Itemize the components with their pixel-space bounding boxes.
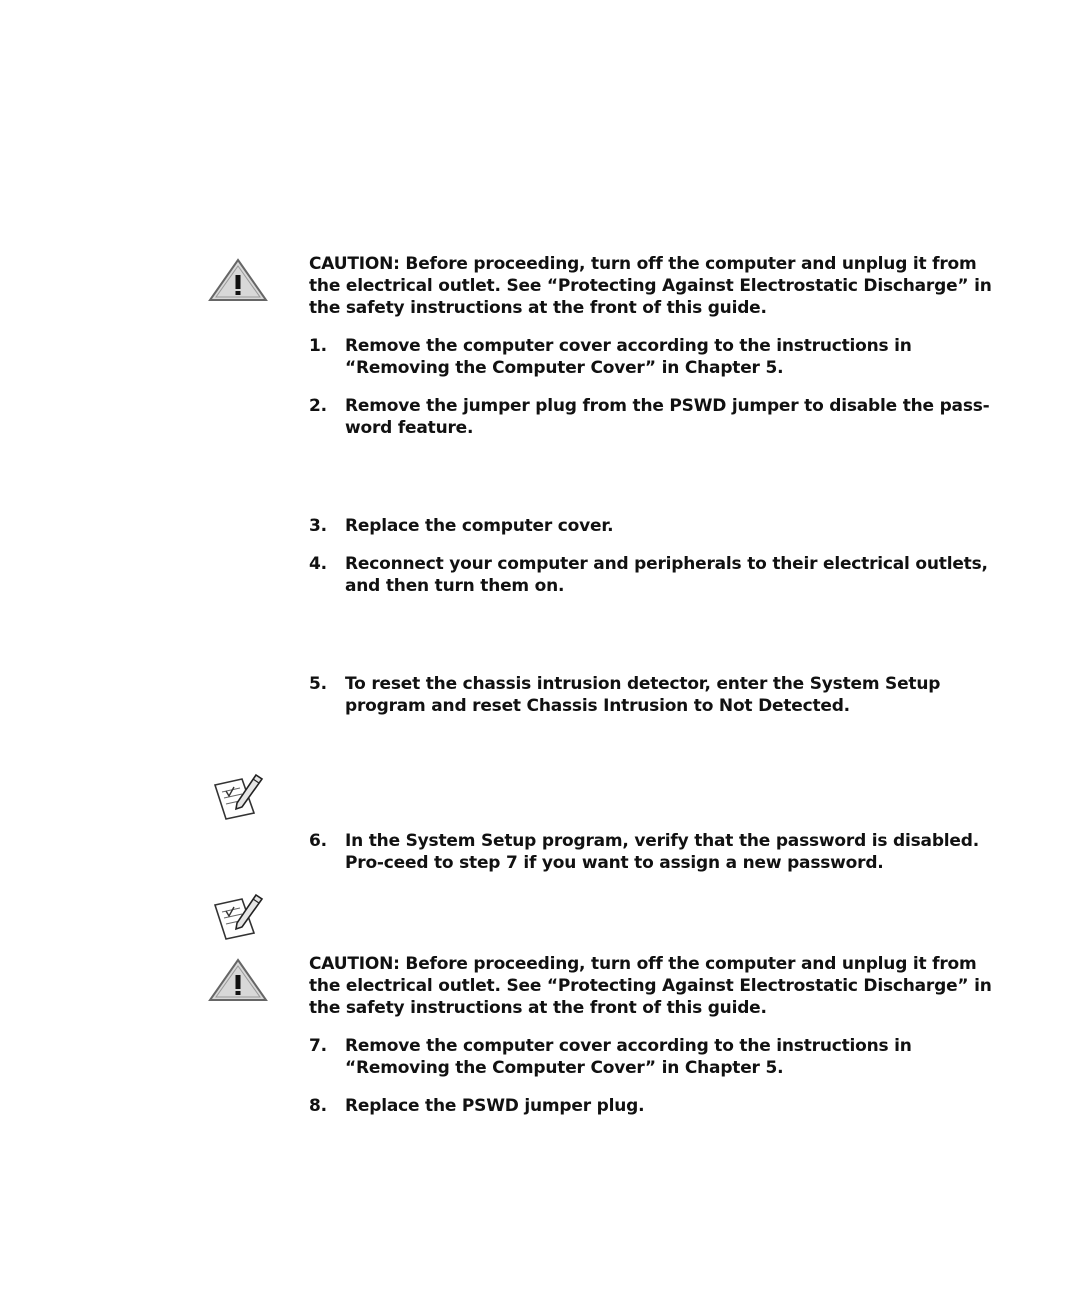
step-6 xyxy=(309,830,999,874)
step-3 xyxy=(309,515,999,537)
step-text: Remove the computer cover according to the instructions in “Removing the Computer Cover” in Chapter 5. xyxy=(345,336,912,378)
step-number: 6. xyxy=(309,831,327,851)
note-pencil-icon xyxy=(212,893,266,941)
caution-triangle-icon xyxy=(207,257,269,303)
step-2 xyxy=(309,395,999,439)
step-number: 5. xyxy=(309,674,327,694)
note-pencil-icon xyxy=(212,773,266,821)
caution-text-1: CAUTION: Before proceeding, turn off the computer and unplug it from the electrical outlet. See “Protecting Against Electrostatic Discharge” in the safety instructions at the front of this guide. xyxy=(309,254,992,318)
step-4 xyxy=(309,553,999,597)
step-text: Replace the computer cover. xyxy=(345,516,614,536)
step-5 xyxy=(309,673,999,717)
step-text: In the System Setup program, verify that the password is disabled. Pro-ceed to step 7 if you want to assign a new password. xyxy=(345,831,979,873)
step-text: Remove the computer cover according to the instructions in “Removing the Computer Cover” in Chapter 5. xyxy=(345,1036,912,1078)
step-number: 7. xyxy=(309,1036,327,1056)
step-text: To reset the chassis intrusion detector, enter the System Setup program and reset Chassis Intrusion to Not Detected. xyxy=(345,674,941,716)
step-number: 3. xyxy=(309,516,327,536)
caution-text-2: CAUTION: Before proceeding, turn off the computer and unplug it from the electrical outlet. See “Protecting Against Electrostatic Discharge” in the safety instructions at the front of this guide. xyxy=(309,954,992,1018)
step-number: 2. xyxy=(309,396,327,416)
step-8 xyxy=(309,1095,999,1117)
step-number: 4. xyxy=(309,554,327,574)
step-1 xyxy=(309,335,999,379)
caution-triangle-icon xyxy=(207,957,269,1003)
step-text: Remove the jumper plug from the PSWD jumper to disable the pass-word feature. xyxy=(345,396,990,438)
step-7 xyxy=(309,1035,999,1079)
step-number: 8. xyxy=(309,1096,327,1116)
step-number: 1. xyxy=(309,336,327,356)
step-text: Replace the PSWD jumper plug. xyxy=(345,1096,645,1116)
step-text: Reconnect your computer and peripherals to their electrical outlets, and then turn them on. xyxy=(345,554,988,596)
